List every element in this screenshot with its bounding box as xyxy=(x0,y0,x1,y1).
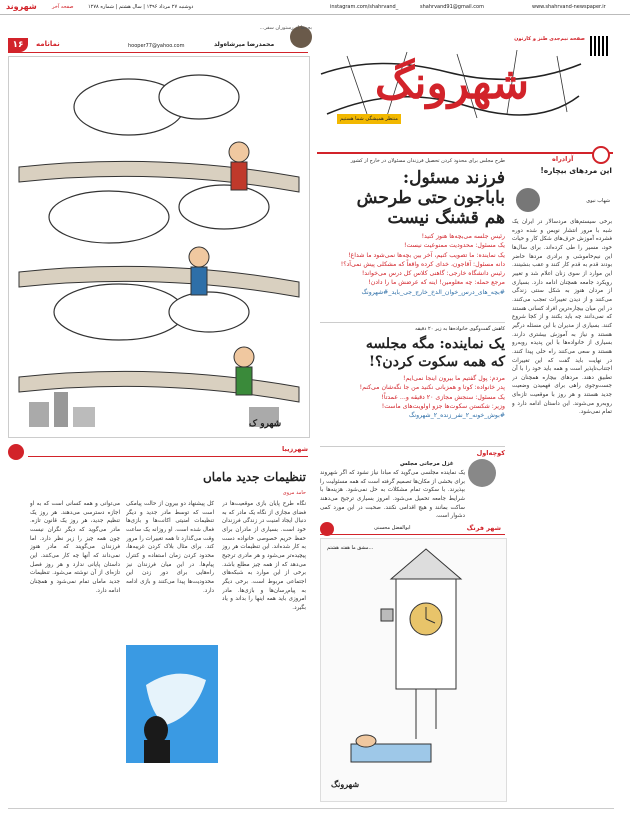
page-number-label: صفحه آخر xyxy=(52,4,74,10)
azadrah-author-photo xyxy=(516,188,540,212)
lead-bullet: یک نماینده: ما تصویب کنیم، آخر بین بچه‌ها نمی‌شود ما شداغ! xyxy=(348,251,505,259)
azadrah-title: این مردهای بیچاره! xyxy=(540,166,612,175)
bottom-left-col-1: نگاه طرح پایان بازی موقعیت‌ها در فضای مجازی از نگاه یک مادر که به دنبال ایجاد امنیت در زندگی فرزندان خود است. بسیاری از مادران برای حفظ حریم خصوصی خانواده دست به کار شده‌اند. این تنظیمات هر روز پیچیده‌تر می‌شود و هر مادری ترجیح می‌دهد که از همه چیز مطلع باشد. برخی از این موارد به شبکه‌های اجتماعی مربوط است. برخی دیگر به پیام‌رسان‌ها و بازی‌ها. مادر امروزی باید همه اینها را بداند و یاد بگیرد. xyxy=(222,501,306,611)
author-name: محمدرضا میرشاه‌ولد xyxy=(214,41,275,48)
lead-kicker: طرح مجلس برای محدود کردن تحصیل فرزندان مسئولان در خارج از کشور xyxy=(350,158,505,164)
left-panel-header xyxy=(8,38,308,53)
kocheh-label: کوچه‌اول xyxy=(476,449,505,457)
top-strip xyxy=(0,0,630,15)
bottom-left-col-2: کل پیشنهاد دو بیرون از حالت پیامکی است که توسط مادر جدید و دیگر تنظیمات امنیتی اکانت‌ها و بازی‌ها فعال شده است. او روزانه یک ساعت وقت می‌گذارد تا همه تغییرات را مرور کند. برای مثال بلاک کردن غریبه‌ها، محدود کردن زمان استفاده و کنترل پیام‌ها. در این میان فرزندان نیز راه‌هایی برای دور زدن این محدودیت‌ها پیدا می‌کنند و بازی ادامه دارد. xyxy=(126,501,214,594)
second-headline-1: یک نماینده: مگه مجلسه xyxy=(365,336,505,352)
second-bullet: مردم: پول گفتیم ما بیرون اینجا نمی‌ایم! xyxy=(403,375,505,382)
page-badge: ۱۶ xyxy=(8,38,28,52)
azadrah-body: برخی سیستم‌های مردسالار در ایران یک شبه با مرور انتشار نویس و شده دوره فشرده آموزش حرف‌های شکل کار و حیات خود، مسیر را طی کرده‌اند. برای سال‌ها این نیم‌خاموشی و برادری مردها حاضر بودند قدم به قدم کار کنند و عقب بنشینند. این موارد از سوی زنان اعلام شد و تغییر رویکرد جامعه همچنان ادامه دارد. بسیاری از مردان هنوز به شکل سنتی زندگی می‌کنند و از دیدن تغییرات تعجب می‌کنند. در این میان بیچاره‌ترین افراد کسانی هستند که نمی‌دانند چه باید بکنند و از کجا شروع کنند. بسیاری از مدیران با این مسئله درگیر هستند و نیاز به آموزش بیشتری دارند. بسیاری از خانواده‌ها با این پدیده روبه‌رو هستند و سعی می‌کنند راه حلی پیدا کنند. در نهایت باید گفت که این تغییرات اجتناب‌ناپذیر است و همه باید خود را با آن تطبیق دهند. مردهای بیچاره همچنان در جست‌وجوی راهی برای فهمیدن وضعیت جدید هستند و هر روز با موقعیت تازه‌ای روبه‌رو می‌شوند. این داستان ادامه دارد و تمام نمی‌شود. xyxy=(512,219,612,416)
cartoon-signature: شهرو ک xyxy=(249,419,282,429)
issue-date: دوشنبه ۲۷ مرداد ۱۳۹۶ | سال هشتم | شماره ۱۲۷۸ xyxy=(88,4,194,10)
brand-mark: شهروند xyxy=(6,2,37,11)
lead-headline-3: هم قشنگ نیست xyxy=(387,208,505,228)
azadrah-column xyxy=(512,166,612,802)
second-article xyxy=(320,322,505,420)
masthead-tagline: صفحه نیم‌جدی طنز و کارتون xyxy=(514,36,585,42)
shahr-farang-header xyxy=(320,522,505,535)
shahr-farang-caption: شهرونگ xyxy=(331,779,360,789)
lead-headline-2: باباجون حتی طرحش xyxy=(356,188,505,208)
qr-code xyxy=(590,36,610,56)
second-bullet: وزیر: شکستن سکوت‌ها جزو اولویت‌های ماست! xyxy=(381,402,505,410)
section-icon xyxy=(8,444,24,460)
bottom-left-author: حامد مروی xyxy=(282,490,306,496)
azadrah-label: آزادراه xyxy=(552,155,574,163)
website-link[interactable]: www.shahrvand-newspaper.ir xyxy=(532,4,606,10)
kocheh-body: یک نماینده مجلسی می‌گوید که مبادا نیاز نشود که اگر شهروند برای بخشی از مکان‌ها تصمیم گرفته است که همه مسئولیت را بپذیرند. با سکوت تمام مشکلات به حل نمی‌شود. هزینه‌ها با شرایط جامعه تحمیل می‌شود. امروز بسیاری ترجیح می‌دهند ساکت بمانند و هیچ اقدامی نکنند. صحبت در این مورد کمی دشوار است. xyxy=(320,470,465,519)
second-bullet: پدر خانواده: کوتا و همزبانی نکنید من جا نگه‌شان می‌کنم! xyxy=(359,384,505,392)
logo-text: شهرونگ xyxy=(374,58,530,109)
bottom-rule xyxy=(8,808,614,809)
lead-bullets xyxy=(320,232,505,288)
shahr-farang-author: ابوالفضل محسنی xyxy=(374,525,411,531)
lead-hashtag[interactable]: #بچه_های_درس_خوان_الدخ_خارج_جی_باید_#شهرونگ xyxy=(361,288,505,296)
email-link[interactable]: shahrvand91@gmail.com xyxy=(420,4,484,10)
section-label: نمانامه xyxy=(36,40,60,48)
lead-bullet: رئیس دانشگاه خارجی: گاهنی کلاس کل درس می‌خواند! xyxy=(361,270,505,278)
article-photo xyxy=(126,645,218,763)
second-headline-2: که همه سکوت کردن؟! xyxy=(368,354,505,370)
instagram-link[interactable]: instagram.com/shahrvand_ xyxy=(330,4,399,10)
masthead xyxy=(317,36,585,132)
bottom-left-col-3: می‌توانی و همه کسانی است که به او اجازه دسترسی می‌دهند. هر روز یک تنظیم جدید، هر روز یک قانون تازه. مادر می‌گوید که دیگر نگران نیست چون همه چیز را زیر نظر دارد. اما فرزندان می‌گویند که مادر هنوز نمی‌داند که آنها چه کار می‌کنند. این داستان پایانی ندارد و هر روز فصل تازه‌ای از آن نوشته می‌شود. تنظیمات جدید ماماں تمام نمی‌شود و همچنان ادامه دارد. xyxy=(30,501,120,594)
lead-bullet: دانه مسئول: آقاجون، خدای کرده واقعاً که مشکلی پیش نمی‌آد؟! xyxy=(340,260,505,268)
shahr-farang-label: شهر فرنگ xyxy=(466,524,501,532)
shahr-farang-box xyxy=(320,522,505,802)
kocheh-author-photo xyxy=(468,459,496,487)
lead-bullet: رئیس جلسه می‌بچه‌ها هنوز کنید! xyxy=(421,233,505,240)
masthead-rule xyxy=(317,152,613,154)
section-icon xyxy=(592,146,610,164)
second-kicker: کاهش گفت‌وگوی خانواده‌ها به زیر ۲۰ دقیقه xyxy=(415,326,505,332)
lead-article xyxy=(320,158,505,297)
lead-bullet: مرجع حمله: چه معلومین! اینه که عرضش ما را دادن! xyxy=(368,279,505,287)
azadrah-author: شهاب نبوی xyxy=(586,198,610,204)
second-hashtag[interactable]: #بوش_خونه_۲_نفر_زنده_۲_شهرونگ xyxy=(408,412,505,420)
lead-bullet: یک مسئول: محدودیت ممنوعیت نیست! xyxy=(404,242,505,250)
second-bullet: یک مسئول: سنجش مجازی ۲۰ دقیقه و... عمدتاً! xyxy=(381,393,505,401)
shahr-farang-date: مشق ما هفته هشتم... xyxy=(327,545,374,551)
kocheh-box xyxy=(320,446,505,521)
ticker: منتظر همیشگی شما هستیم xyxy=(337,114,401,124)
author-email: hooper77@yahoo.com xyxy=(128,43,185,49)
section-icon xyxy=(320,522,334,536)
cartoon-illustration xyxy=(8,56,310,438)
cuckoo-cartoon xyxy=(320,538,507,802)
left-subtitle: بچه‌ها از رستوران سفر... xyxy=(259,25,312,31)
bottom-left-section: شهرزیبا xyxy=(281,445,308,453)
bottom-left-header xyxy=(28,444,308,457)
lead-headline-1: فرزند مسئول: xyxy=(402,168,505,188)
bottom-left-title: تنظیمات جدید ماماں xyxy=(202,470,306,484)
kocheh-author: غزل مرجانی مجلس xyxy=(400,461,454,467)
